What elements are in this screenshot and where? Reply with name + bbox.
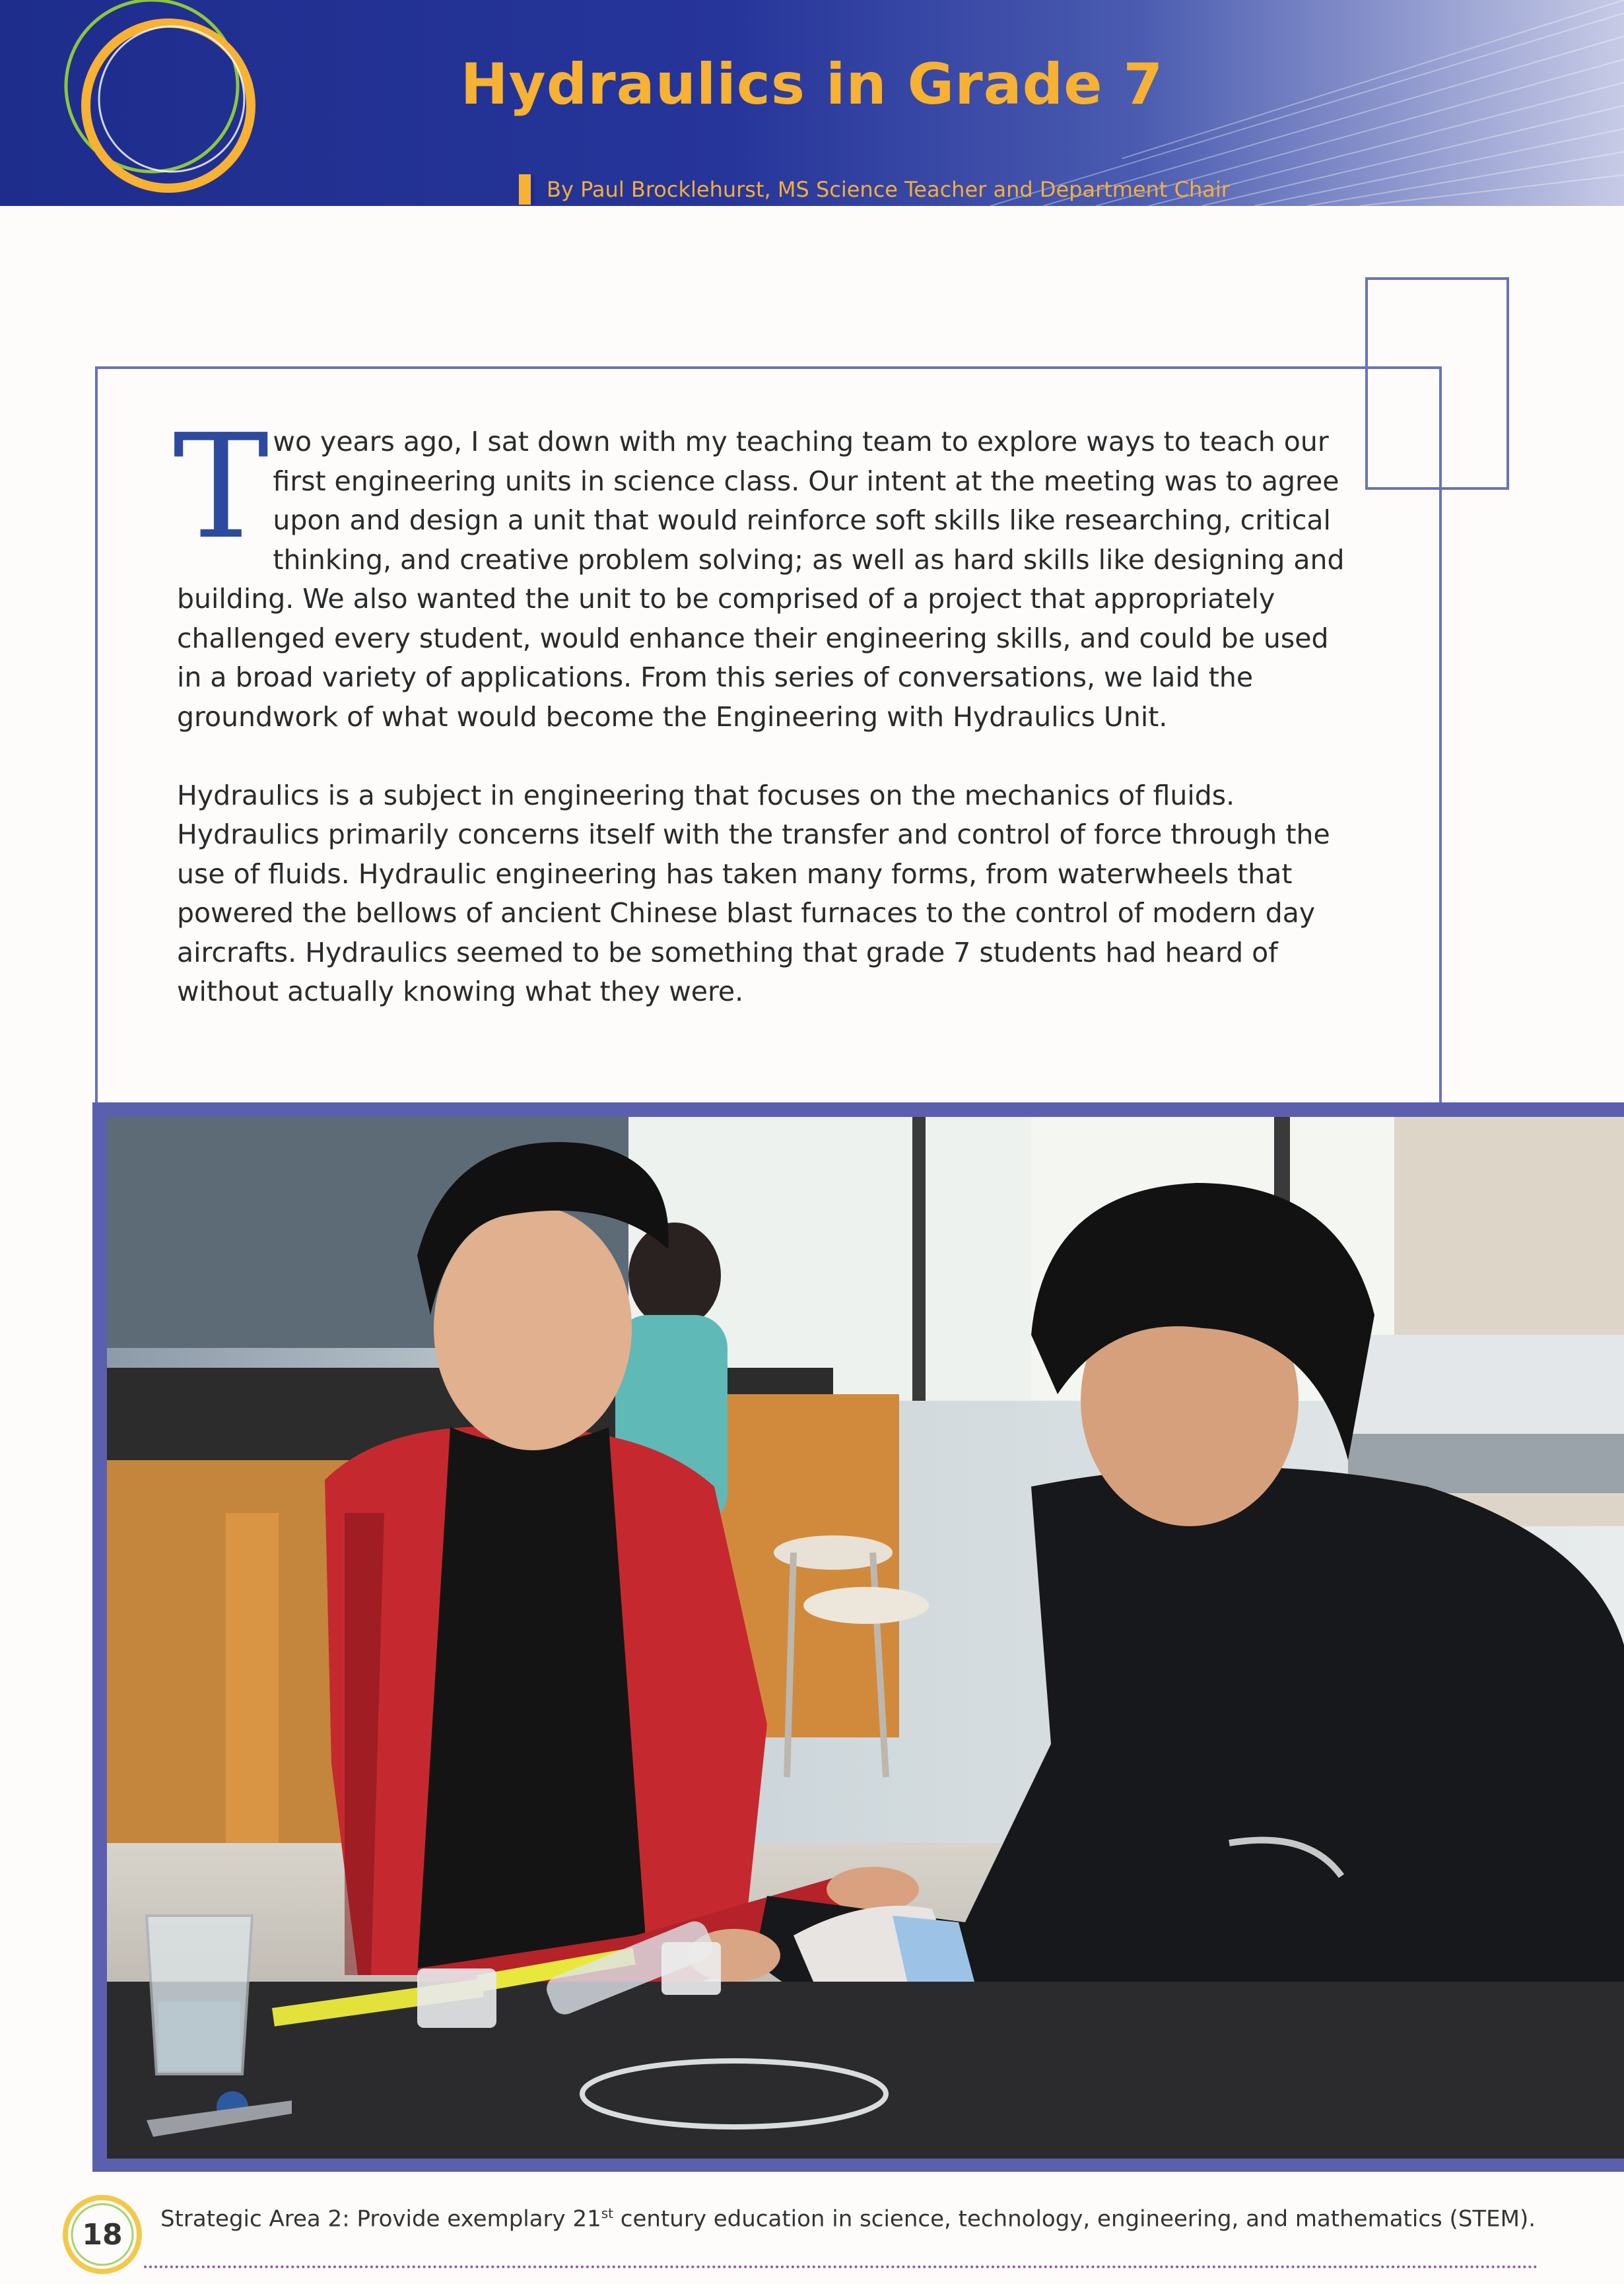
footer-text-2: century education in science, technology, engineering, and mathematics (STEM). xyxy=(613,2205,1536,2233)
classroom-photo xyxy=(107,1117,1624,2159)
byline-text: By Paul Brocklehurst, MS Science Teacher and Department Chair xyxy=(547,177,1230,202)
footer-text-1: Strategic Area 2: Provide exemplary 21 xyxy=(160,2205,601,2233)
paragraph-1 xyxy=(173,404,1352,737)
page-number: 18 xyxy=(82,2218,123,2252)
page-number-badge xyxy=(59,2192,145,2277)
paragraph-2: Hydraulics is a subject in engineering that focuses on the mechanics of fluids. Hydraulics primarily concerns itself with the transfer and control of force through the use of fluids. Hydraulic engineering has taken many forms, from waterwheels that powered the bellows of ancient Chinese blast furnaces to the control of modern day aircrafts. Hydraulics seemed to be something that grade 7 students had heard of without actually knowing what they were. xyxy=(177,779,1330,1007)
footer-note xyxy=(160,2197,1560,2235)
footer-dotted-rule xyxy=(144,2266,1538,2268)
drop-cap: T xyxy=(173,404,269,571)
article-body xyxy=(173,404,1352,1012)
byline-bar-icon xyxy=(519,174,535,205)
decorative-square xyxy=(1365,277,1509,490)
header-banner xyxy=(0,0,1624,206)
page-title: Hydraulics in Grade 7 xyxy=(460,51,1164,118)
paragraph-1-text: wo years ago, I sat down with my teaching team to explore ways to teach our first engineering units in science class. Our intent at the meeting was to agree upon and design a unit that would reinforce soft skills like researching, critical thinking, and creative problem solving; as well as hard skills like designing and building. We also wanted the unit to be comprised of a project that appropriately challenged every student, would enhance their engineering skills, and could be used in a broad variety of applications. From this series of conversations, we laid the groundwork of what would become the Engineering with Hydraulics Unit. xyxy=(177,426,1345,733)
footer-sup: st xyxy=(601,2205,613,2221)
byline xyxy=(519,173,1230,206)
students-photo-image xyxy=(107,1117,1624,2159)
